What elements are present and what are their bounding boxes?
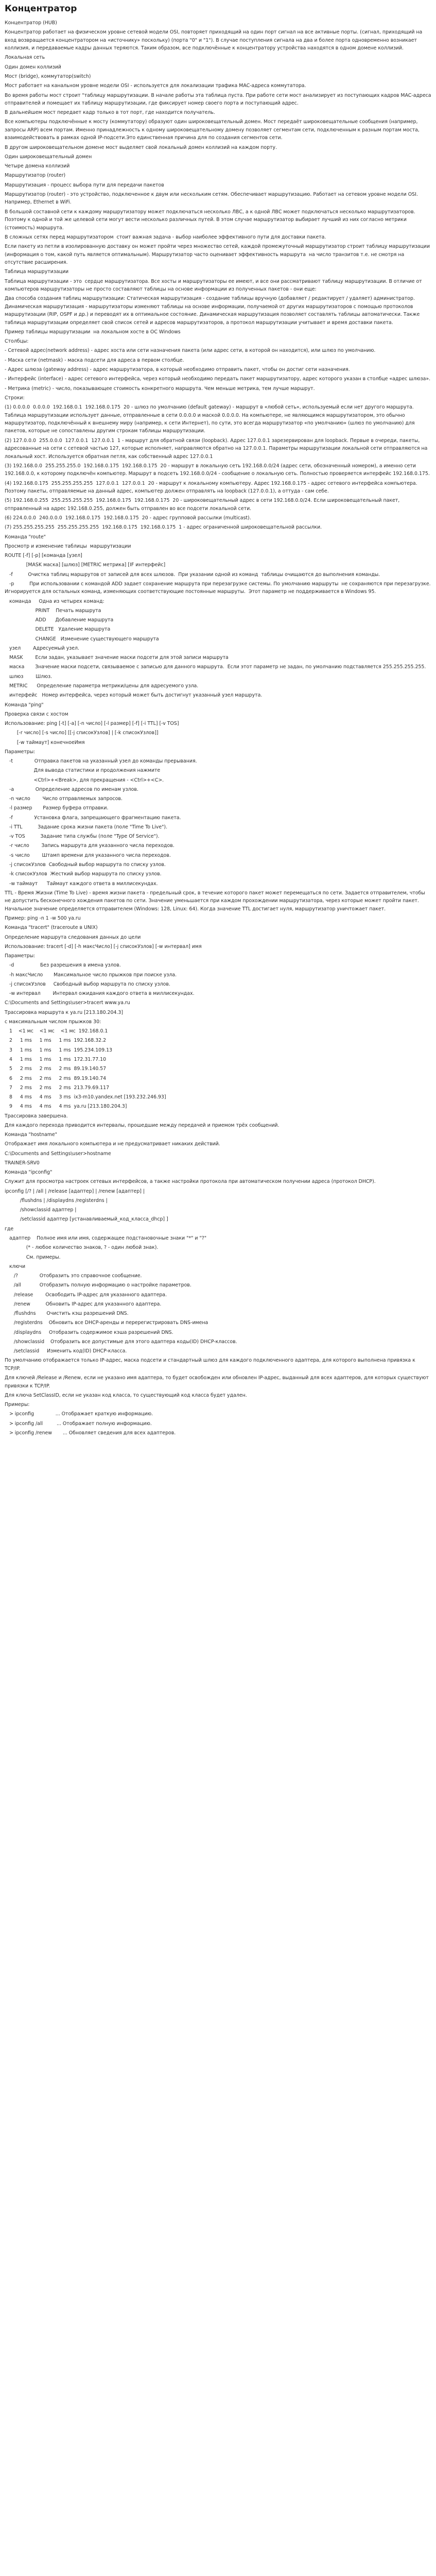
document-line: ключи: [5, 1263, 26, 1269]
document-line: команда Одна из четырех команд:: [5, 598, 104, 604]
document-line: Во время работы мост строит "таблицу маршрутизации. В начале работы эта таблица пуста. При работе сети мост анализирует из поступающих кадров MAC-адреса отправителей и помещает их таблицу маршрутизации, где фиксирует номер своего порта и поступающий адрес.: [5, 92, 433, 106]
document-line: Использование: tracert [-d] [-h максЧисло] [-j списокУзлов] [-w интервал] имя: [5, 943, 202, 950]
document-line: Примеры:: [5, 1402, 30, 1408]
document-line: 3 1 ms 1 ms 1 ms 195.234.109.13: [5, 1047, 113, 1053]
document-line: - Маска сети (netmask) - маска подсети для адреса в первом столбце.: [5, 357, 184, 363]
document-line: Таблица маршрутизации - это сердце маршрутизатора. Все хосты и маршрутизаторы ее имеют, и все они рассматривают таблицу маршрутизации. В отличие от компьютеров маршрутизаторы не просто составляют таблицы на основе информации из полученных пакетов - они еще:: [5, 278, 424, 293]
document-line: /setclassid адаптер [устанавливаемый_код_класса_dhcp] ]: [5, 1216, 168, 1223]
document-line: Трассировка завершена.: [5, 1113, 68, 1119]
document-line: Для ключа SetClassID, если не указан код класса, то существующий код класса будет удален.: [5, 1392, 247, 1398]
document-line: Параметры:: [5, 749, 36, 755]
document-line: -f Установка флага, запрещающего фрагментацию пакета.: [5, 815, 181, 821]
document-line: (1) 0.0.0.0 0.0.0.0 192.168.0.1 192.168.0.175 20 - шлюз по умолчанию (default gateway) - маршрут в «любой сеть», используемый если нет другого маршрута. Таблица маршрутизации использует данные, отправленные в сети 0.0.0.0 и маской 0.0.0.0. На компьютере, не являющимся маршрутизатором, это обычно маршрутизатор, подключённый к внешнему миру (например, к сети Интернет), по сути, это всегда маршрутизатор «по умолчанию» (шлюз по умолчанию) для пакетов, которые не сопоставлены другим строкам таблицы маршрутизации.: [5, 404, 416, 434]
document-line: (5) 192.168.0.255 255.255.255.255 192.168.0.175 192.168.0.175 20 - широковещательный адрес в сети 192.168.0.0/24. Если широковещательный пакет, отправленный на адрес 192.168.0.255, должен быть отправлен во все подсети локальной сети.: [5, 498, 402, 512]
document-line: /flushdns Очистить кэш разрешений DNS.: [5, 1311, 129, 1317]
document-line: TTL - Время Жизни (Time To Live) - время жизни пакета - предельный срок, в течение которого пакет может перемещаться по сети. Задается отправителем, чтобы не допустить бесконечного хождения пакетов по сети. Значение уменьшается при каждом прохождении маршрутизатора, через которые может пройти пакет. Начальное значение определяется отправителем (Windows: 128, Linux: 64). Когда значение TTL достигает нуля, маршрутизатор уничтожает пакет.: [5, 890, 427, 912]
document-line: Локальная сеть: [5, 55, 45, 61]
document-line: /? Отобразить это справочное сообщение.: [5, 1273, 142, 1279]
document-line: (* - любое количество знаков, ? - один любой знак).: [5, 1245, 159, 1251]
document-line: /renew Обновить IP-адрес для указанного адаптера.: [5, 1301, 162, 1307]
document-line: узел Адресуемый узел.: [5, 645, 79, 651]
document-line: где: [5, 1226, 14, 1232]
document-line: > ipconfig /all ... Отображает полную информацию.: [5, 1420, 152, 1427]
document-line: Столбцы:: [5, 338, 29, 345]
document-line: Если пакету из петли в изолированную доставку он может пройти через множество сетей, каждой промежуточный маршрутизатор строит таблицу маршрутизации (информация о том, какой путь является оптимальным). Маршрутизатор часто оценивает эффективность маршрута на число транзитов т.е. не смотря на отсутствие расширения.: [5, 244, 432, 266]
document-line: Концентратор (HUB): [5, 20, 57, 26]
document-line: [-r число] [-s число] [[-j списокУзлов] | [-k списокУзлов]]: [5, 730, 159, 736]
document-line: Команда "ipconfig": [5, 1170, 53, 1176]
document-line: [MASK маска] [шлюз] [METRIC метрика] [IF интерфейс]: [5, 562, 166, 568]
document-line: -v TOS Задание типа службы (поле "Type Of Service").: [5, 834, 160, 840]
document-line: Просмотр и изменение таблицы маршрутизации: [5, 543, 131, 549]
document-line: Для вывода статистики и продолжения нажмите: [5, 768, 161, 774]
document-line: MASK Если задан, указывает значение маски подсети для этой записи маршрута: [5, 655, 229, 661]
document-line: Отображает имя локального компьютера и не предусматривает никаких действий.: [5, 1141, 220, 1147]
document-line: -h максЧисло Максимальное число прыжков при поиске узла.: [5, 972, 177, 978]
document-line: В дальнейшем мост передает кадр только в тот порт, где находится получатель.: [5, 110, 215, 116]
document-line: маска Значение маски подсети, связываемое с записью для данного маршрута. Если этот параметр не задан, по умолчанию подставляется 255.255.255.255.: [5, 664, 426, 670]
document-line: [-w таймаут] конечноеИмя: [5, 739, 85, 745]
document-line: Пример таблицы маршрутизации на локальном хосте в ОС Windows: [5, 329, 181, 335]
document-line: В большой составной сети к каждому маршрутизатору может подключаться несколько ЛВС, а к одной ЛВС может подключаться несколько маршрутизаторов. Поэтому к одной и той же целевой сети могут вести несколько различных путей. В этом случае маршрутизатор выбирает лучший из них согласно метрики (стоимость) маршрута.: [5, 209, 417, 231]
document-line: 7 2 ms 2 ms 2 ms 213.79.69.117: [5, 1084, 110, 1091]
document-line: (3) 192.168.0.0 255.255.255.0 192.168.0.175 192.168.0.175 20 - маршрут в локальную сеть 192.168.0.0/24 (адрес сети, обозначенный номером), а именно сети 192.168.0.0, к которому подключён компьютер. Маршрут в подсеть 192.168.0.0/24 - сообщение о локальную сеть. Полностью проверяется интерфейс 192.168.0.175.: [5, 463, 430, 477]
document-line: /registerdns Обновить все DHCP-аренды и перерегистрировать DNS-имена: [5, 1320, 208, 1326]
document-line: Мост работает на канальном уровне модели OSI - используется для локализации трафика MAC-адреса коммутатора.: [5, 83, 306, 89]
document-line: TRAINER-SRV0: [5, 1160, 40, 1166]
document-line: -r число Запись маршрута для указанного числа переходов.: [5, 843, 175, 849]
document-line: Один домен коллизий: [5, 64, 61, 70]
document-line: /showclassid адаптер |: [5, 1207, 77, 1213]
document-line: /showclassid Отобразить все допустимые для этого адаптера коды(ID) DHCP-классов.: [5, 1338, 237, 1345]
document-line: ipconfig [/? | /all | /release [адаптер] | /renew [адаптер] |: [5, 1188, 145, 1194]
document-line: (7) 255.255.255.255 255.255.255.255 192.168.0.175 192.168.0.175 1 - адрес ограниченной широковещательной рассылки.: [5, 524, 322, 531]
document-line: Маршрутизатор (router): [5, 173, 66, 179]
document-line: (4) 192.168.0.175 255.255.255.255 127.0.0.1 127.0.0.1 20 - маршрут к локальному компьютеру. Адрес 192.168.0.175 - адрес сетевого интерфейса компьютера. Поэтому пакеты, отправляемые на данный адрес, компьютер должен отправлять на loopback (127.0.0.1), а оттуда - сам себе.: [5, 480, 419, 495]
document-line: Для каждого перехода приводится интервалы, прошедшие между передачей и приемом трёх сообщений.: [5, 1122, 280, 1128]
document-line: > ipconfig ... Отображает краткую информацию.: [5, 1411, 153, 1417]
document-line: Четыре домена коллизий: [5, 163, 70, 170]
document-line: - Сетевой адрес(network address) - адрес хоста или сети назначения пакета (или адрес сети, в которой он находится), или шлюз по умолчанию.: [5, 348, 376, 354]
document-line: В сложных сетях перед маршрутизатором стоит важная задача - выбор наиболее эффективного пути для доставки пакета.: [5, 234, 326, 240]
document-line: с максимальным числом прыжков 30:: [5, 1019, 101, 1025]
document-line: /release Освободить IP-адрес для указанного адаптера.: [5, 1292, 167, 1298]
document-line: Трассировка маршрута к ya.ru [213.180.204.3]: [5, 1009, 124, 1015]
document-line: Команда "hostname": [5, 1132, 57, 1138]
document-line: 6 2 ms 2 ms 2 ms 89.19.140.74: [5, 1075, 107, 1081]
document-line: - Адрес шлюза (gateway address) - адрес маршрутизатора, в который необходимо отправить пакет, чтобы он достиг сети назначения.: [5, 366, 350, 372]
document-line: - Метрика (metric) - число, показывающее стоимость конкретного маршрута. Чем меньше метрика, тем лучше маршрут.: [5, 385, 315, 392]
document-line: Строки:: [5, 395, 25, 401]
document-line: -s число Штамп времени для указанного числа переходов.: [5, 852, 171, 858]
document-line: Команда "ping": [5, 702, 44, 708]
document-line: Служит для просмотра настроек сетевых интерфейсов, а также настройки протокола при автоматическом получении адреса (протокол DHCP).: [5, 1179, 376, 1185]
document-line: -a Определение адресов по именам узлов.: [5, 786, 138, 792]
document-line: /displaydns Отобразить содержимое кэша разрешений DNS.: [5, 1329, 173, 1335]
document-line: METRIC Определение параметра метрики/цены для адресуемого узла.: [5, 683, 199, 689]
document-line: -w таймаут Таймаут каждого ответа в миллисекундах.: [5, 880, 158, 887]
document-line: 5 2 ms 2 ms 2 ms 89.19.140.57: [5, 1066, 107, 1072]
document-line: 9 4 ms 4 ms 4 ms ya.ru [213.180.204.3]: [5, 1104, 127, 1110]
document-line: По умолчанию отображается только IP-адрес, маска подсети и стандартный шлюз для каждого подключенного адаптера, для которого выполнена привязка к TCP/IP.: [5, 1358, 417, 1371]
document-line: (2) 127.0.0.0 255.0.0.0 127.0.0.1 127.0.0.1 1 - маршрут для обратной связи (loopback). Адрес 127.0.0.1 зарезервирован для loopback. Первые в очереди, пакеты, адресованные на сети с сетевой частью 127, которые исполняет, направляются обратно на 127.0.0.1. Параметры маршрутизации локальной сети отправляются на локальный хост. Используется обратная петля, как собственный адрес 127.0.0.1: [5, 437, 429, 460]
document-line: Для ключей /Release и /Renew, если не указано имя адаптера, то будет освобожден или обновлен IP-адрес, выданный для всех адаптеров, для которых существуют привязки к TCP/IP.: [5, 1375, 430, 1389]
document-line: -i TTL Задание срока жизни пакета (поле "Time To Live").: [5, 824, 168, 830]
document-line: 8 4 ms 4 ms 3 ms ix3-m10.yandex.net [193.232.246.93]: [5, 1094, 166, 1100]
document-line: шлюз Шлюз.: [5, 673, 53, 680]
document-line: (6) 224.0.0.0 240.0.0.0 192.168.0.175 192.168.0.175 20 - адрес групповой рассылки (multicast).: [5, 515, 251, 521]
document-line: -k списокУзлов Жесткий выбор маршрута по списку узлов.: [5, 871, 162, 877]
document-line: -f Очистка таблиц маршрутов от записей для всех шлюзов. При указании одной из команд таблицы очищаются до выполнения команды.: [5, 571, 380, 578]
document-line: Таблица маршрутизации: [5, 269, 69, 275]
document-line: Два способа создания таблиц маршрутизации: Статическая маршрутизация - создание таблицы вручную (добавляет / редактирует / удаляет) администратор. Динамическая маршрутизация - маршрутизаторы изменяют таблицы на основе информации, получаемой от других маршрутизаторов с помощью протоколов маршрутизации (RIP, OSPF и др.) и переводят их в оптимальное состояние. Динамическая маршрутизация позволяет составлять таблицы автоматически. Также таблица маршрутизации определяет свой список сетей и адресов маршрутизаторов, а протокол маршрутизации учитывает и время доставки пакета.: [5, 296, 422, 326]
document-line: 2 1 ms 1 ms 1 ms 192.168.32.2: [5, 1038, 107, 1044]
document-line: /setclassid Изменить код(ID) DHCP-класса.: [5, 1348, 127, 1354]
document-line: См. примеры.: [5, 1254, 61, 1260]
document-line: > ipconfig /renew ... Обновляет сведения для всех адаптеров.: [5, 1430, 176, 1436]
document-line: PRINT Печать маршрута: [5, 607, 101, 614]
document-line: /flushdns | /displaydns /registerdns |: [5, 1197, 108, 1204]
document-line: Мост (bridge), коммутатор(switch): [5, 73, 91, 79]
document-line: -t Отправка пакетов на указанный узел до команды прерывания.: [5, 758, 197, 765]
document-line: Команда "tracert" (traceroute в UNIX): [5, 925, 98, 931]
document-line: C:\Documents and Settings\user>tracert www.ya.ru: [5, 1000, 130, 1006]
document-line: DELETE Удаление маршрута: [5, 626, 111, 633]
document-line: ROUTE [-f] [-p] [команда [узел]: [5, 553, 82, 559]
document-line: Маршрутизация - процесс выбора пути для передачи пакетов: [5, 182, 164, 188]
document-line: -j списокУзлов Свободный выбор маршрута по списку узлов.: [5, 981, 170, 987]
document-line: <Ctrl>+<Break>, для прекращения - <Ctrl>+<C>.: [5, 777, 164, 783]
document-line: интерфейс Номер интерфейса, через который может быть достигнут указанный узел маршрута.: [5, 692, 263, 699]
document-line: Проверка связи с хостом: [5, 711, 68, 717]
document-line: Команда "route": [5, 534, 46, 540]
document-line: CHANGE Изменение существующего маршрута: [5, 636, 159, 642]
document-line: Пример: ping -n 1 -w 500 ya.ru: [5, 915, 81, 921]
document-line: -d Без разрешения в имена узлов.: [5, 962, 121, 969]
document-line: Параметры:: [5, 953, 36, 959]
document-line: C:\Documents and Settings\user>hostname: [5, 1150, 111, 1157]
document-line: -w интервал Интервал ожидания каждого ответа в миллисекундах.: [5, 991, 195, 997]
document-line: Концентратор работает на физическом уровне сетевой модели OSI, повторяет приходящий на один порт сигнал на все активные порты. (сигнал, приходящий на вход возвращается концентратором на «источнику» поскольку) (порта "0" и "1"). В случае поступления сигнала на два и более порта одновременно возникает коллизия, и передаваемые кадры данных теряются. Таким образом, все подключённые к концентратору устройства находятся в одном домене коллизий.: [5, 29, 424, 52]
document-line: В другом широковещательном домене мост выделяет свой локальный домен коллизий на каждом порту.: [5, 144, 277, 150]
document-line: - Интерфейс (interface) - адрес сетевого интерфейса, через который необходимо передать пакет маршрутизатору, адрес которого указан в столбце «адрес шлюза».: [5, 376, 431, 382]
document-line: Один широковещательный домен: [5, 154, 92, 160]
document-line: 4 1 ms 1 ms 1 ms 172.31.77.10: [5, 1056, 107, 1062]
document-line: Все компьютеры подключённые к мосту (коммутатору) образуют один широковещательный домен. Мост передаёт широковещательные сообщения (например, запросы ARP) всем портам. Именно принадлежность к одному широковещательному домену позволяет сегментам сети, подключенным к разным портам моста, взаимодействовать в рамках одной IP-подсети.Это единственная причина для по создания сегментов сети.: [5, 119, 421, 141]
document-line: ADD Добавление маршрута: [5, 617, 114, 623]
document-line: 1 <1 мс <1 мс <1 мс 192.168.0.1: [5, 1028, 108, 1035]
document-line: Определение маршрута следования данных до цели: [5, 934, 141, 940]
document-line: Использование: ping [-t] [-a] [-n число] [-l размер] [-f] [-i TTL] [-v TOS]: [5, 721, 179, 727]
document-line: адаптер Полное имя или имя, содержащее подстановочные знаки "*" и "?": [5, 1235, 207, 1242]
document-line: /all Отобразить полную информацию о настройке параметров.: [5, 1282, 191, 1289]
document-title: Концентратор: [5, 4, 77, 14]
document-body: [5, 19, 431, 1437]
document-line: -p При использовании с командой ADD задает сохранение маршрута при перезагрузке системы. По умолчанию маршруты не сохраняются при перезагрузке. Игнорируется для остальных команд, изменяющих соответствующие постоянные маршруты. Этот параметр не поддерживается в Windows 95.: [5, 581, 432, 595]
document-line: -n число Число отправляемых запросов.: [5, 796, 123, 802]
document-line: -l размер Размер буфера отправки.: [5, 805, 109, 811]
document-line: -j списокУзлов Свободный выбор маршрута по списку узлов.: [5, 862, 166, 868]
document-line: Маршрутизатор (router) - это устройство, подключенное к двум или нескольким сетям. Обеспечивает маршрутизацию. Работает на сетевом уровне модели OSI. Например, Ethernet в WiFi.: [5, 191, 420, 206]
